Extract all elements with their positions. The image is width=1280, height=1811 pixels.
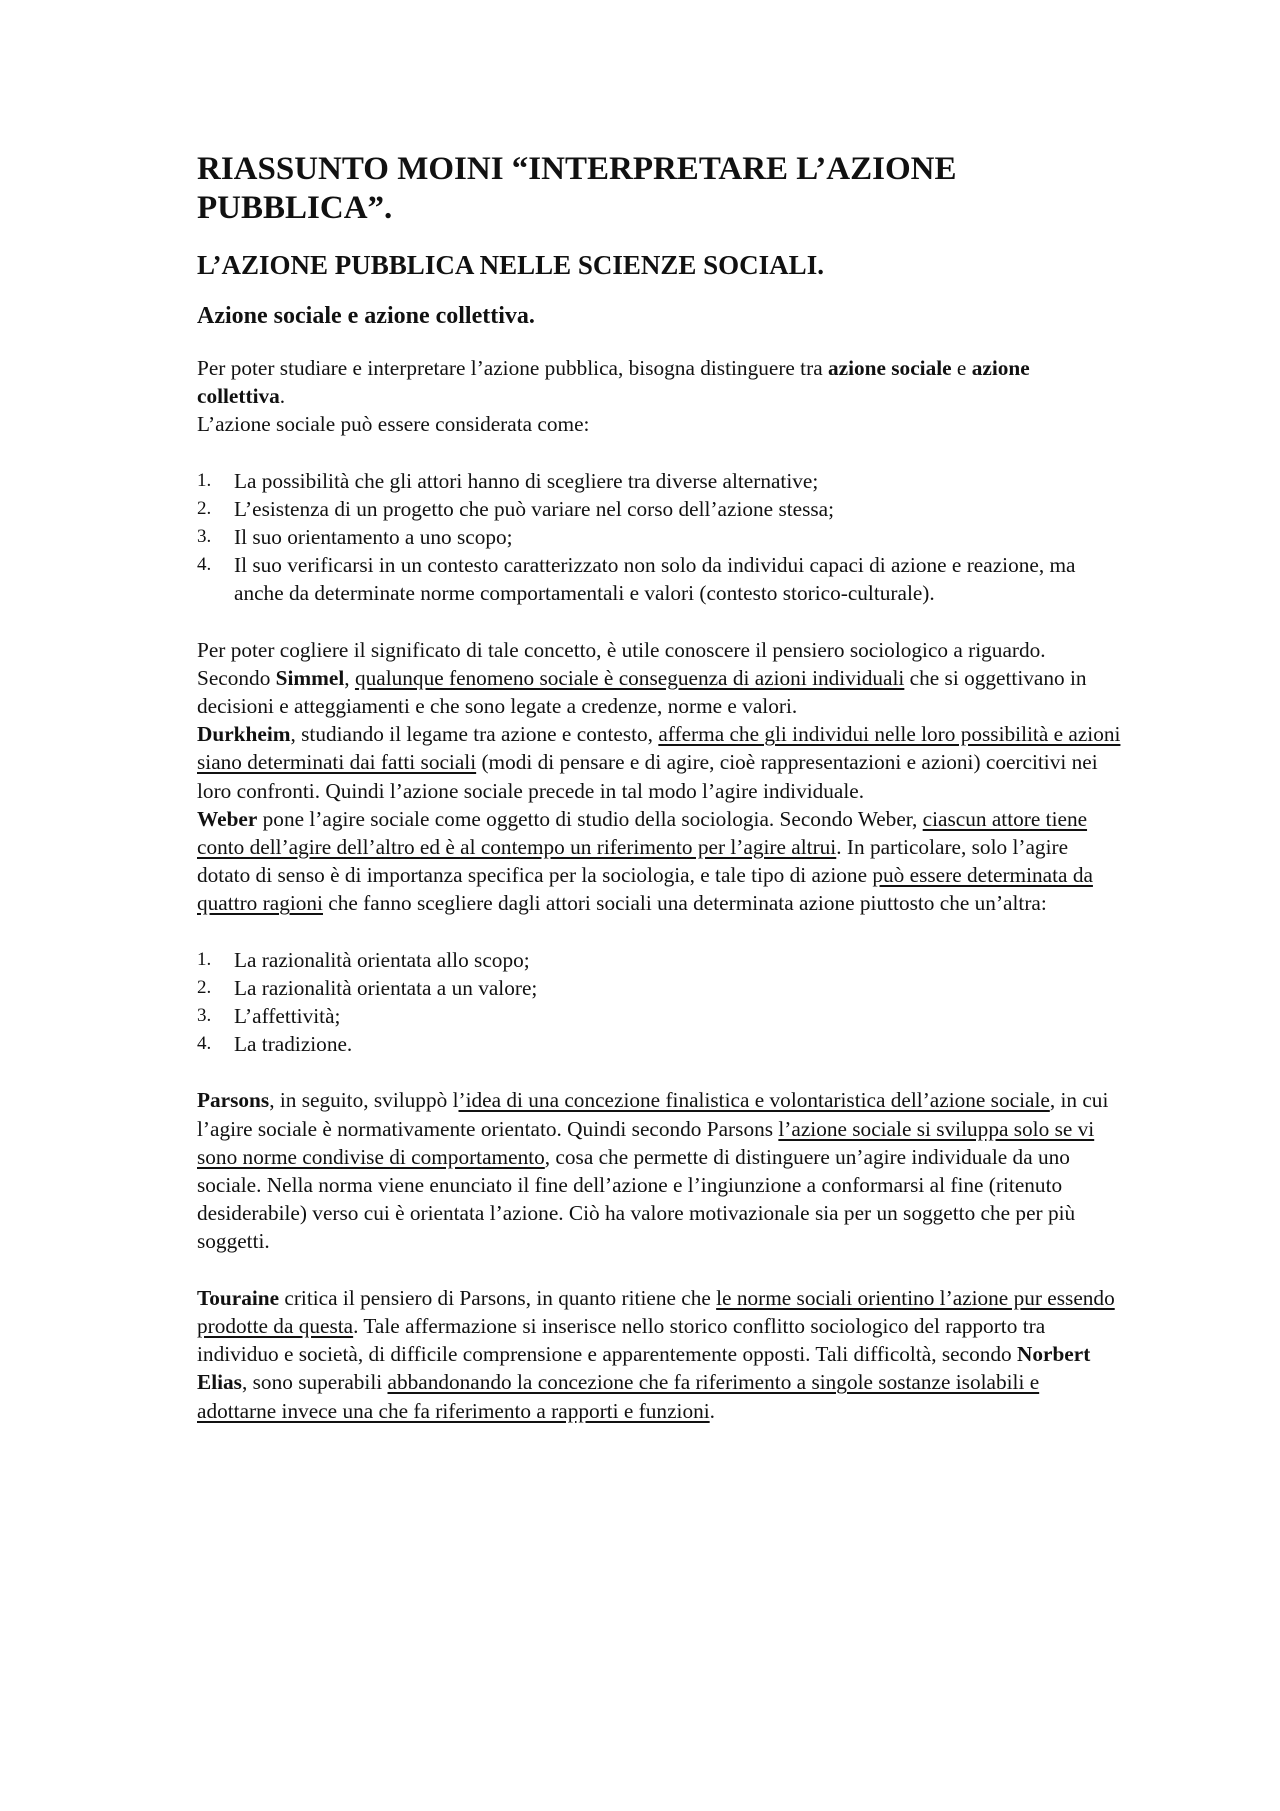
spacer — [197, 918, 1120, 946]
section-title: L’AZIONE PUBBLICA NELLE SCIENZE SOCIALI. — [197, 250, 824, 280]
list-number: 1. — [197, 469, 212, 491]
list-item-text: La razionalità orientata a un valore; — [234, 975, 538, 1000]
list-item — [197, 974, 1122, 1002]
list-item — [197, 1002, 1122, 1030]
bold-term: Simmel — [275, 665, 345, 690]
underlined-text: ciascun attore tiene conto dell’agire dell’altro ed è al contempo un riferimento per l’agire altrui — [197, 806, 1088, 860]
list-number: 3. — [197, 526, 212, 548]
list-item-text: La tradizione. — [234, 1032, 353, 1057]
bold-term: Parsons — [197, 1088, 270, 1113]
bold-term: Norbert Elias — [197, 1342, 1091, 1395]
list-item-text: Il suo orientamento a uno scopo; — [234, 525, 513, 550]
list-item — [197, 495, 1122, 523]
text-run: Per poter cogliere il significato di tale concetto, è utile conoscere il pensiero sociologico a riguardo. Secondo — [197, 637, 1046, 690]
text-run: Per poter studiare e interpretare l’azione pubblica, bisogna distinguere tra — [197, 356, 828, 380]
text-run: , cosa che permette di distinguere un’agire individuale da uno sociale. Nella norma viene enunciato il fine dell’azione e l’ingiunzione a conformarsi al fine (ritenuto desiderabile) verso cui è orientata l’azione. Ciò ha valore motivazionale sia per un soggetto che per più soggetti. — [197, 1144, 1076, 1254]
text-run: critica il pensiero di Parsons, in quanto ritiene che — [279, 1285, 717, 1310]
document-title: RIASSUNTO MOINI “INTERPRETARE L’AZIONE PUBBLICA”. — [197, 151, 957, 226]
subsection-title: Azione sociale e azione collettiva. — [197, 303, 535, 329]
list-number: 4. — [197, 1033, 212, 1055]
list-item-text: La razionalità orientata allo scopo; — [234, 947, 530, 972]
underlined-text: l’azione sociale si sviluppa solo se vi sono norme condivise di comportamento — [197, 1116, 1095, 1169]
list-item — [197, 946, 1122, 974]
bold-term: azione sociale — [827, 356, 952, 380]
underlined-text: qualunque fenomeno sociale è conseguenza di azioni individuali — [354, 665, 905, 690]
spacer — [197, 608, 1120, 636]
bold-term: Durkheim — [197, 722, 291, 747]
list-item — [197, 467, 1122, 495]
text-run: pone l’agire sociale come oggetto di studio della sociologia. Secondo Weber, — [257, 806, 923, 831]
text-run: , in cui l’agire sociale è normativamente orientato. Quindi secondo Parsons — [197, 1088, 1109, 1141]
bold-term: azione collettiva — [197, 356, 1030, 409]
list-number: 2. — [197, 976, 212, 998]
parsons-paragraph — [197, 1086, 1122, 1255]
list-item — [197, 523, 1122, 551]
weber-reasons-list — [197, 946, 1122, 1059]
text-run: . — [709, 1398, 715, 1423]
intro-paragraph — [197, 354, 1122, 439]
list-item-text: La possibilità che gli attori hanno di scegliere tra diverse alternative; — [234, 468, 819, 493]
touraine-paragraph — [197, 1284, 1122, 1425]
text-run: . — [279, 384, 286, 409]
spacer — [197, 1058, 1120, 1086]
list-number: 1. — [197, 948, 212, 970]
weber-paragraph — [197, 805, 1122, 918]
list-number: 3. — [197, 1005, 212, 1027]
underlined-text: le norme sociali orientino l’azione pur essendo prodotte da questa — [197, 1285, 1115, 1338]
list-item-text: L’esistenza di un progetto che può variare nel corso dell’azione stessa; — [234, 496, 835, 521]
text-run: che fanno scegliere dagli attori sociali una determinata azione piuttosto che un’altra: — [322, 891, 1047, 916]
text-run: , studiando il legame tra azione e contesto, — [290, 722, 659, 747]
spacer — [197, 439, 1120, 467]
simmel-paragraph — [197, 636, 1122, 721]
text-run: , sono superabili — [241, 1370, 388, 1395]
list-item — [197, 1030, 1122, 1058]
text-run: . Tale affermazione si inserisce nello storico conflitto sociologico del rapporto tra individuo e società, di difficile comprensione e apparentemente opposti. Tali difficoltà, secondo — [197, 1313, 1046, 1367]
bold-term: Weber — [197, 806, 258, 831]
list-item-text: L’affettività; — [234, 1004, 341, 1029]
bold-term: Touraine — [197, 1285, 280, 1310]
text-run: che si oggettivano in decisioni e atteggiamenti e che sono legate a credenze, norme e valori. — [197, 665, 1087, 719]
durkheim-paragraph — [197, 720, 1122, 805]
underlined-text: abbandonando la concezione che fa riferimento a singole sostanze isolabili e adottarne invece una che fa riferimento a rapporti e funzioni — [197, 1370, 1040, 1423]
text-run: . In particolare, solo l’agire dotato di senso è di importanza specifica per la sociologia, e tale tipo di azione — [197, 835, 1069, 888]
text-run: (modi di pensare e di agire, cioè rappresentazioni e azioni) coercitivi nei loro confronti. Quindi l’azione sociale precede in tal modo l’agire individuale. — [197, 750, 1098, 803]
text-run: e — [951, 356, 972, 380]
text-run: , in seguito, sviluppò l — [269, 1088, 459, 1113]
text-run: L’azione sociale può essere considerata come: — [197, 412, 590, 437]
list-item-text: Il suo verificarsi in un contesto caratterizzato non solo da individui capaci di azione e reazione, ma anche da determinate norme comportamentali e valori (contesto storico-culturale). — [234, 553, 1076, 606]
list-item — [197, 551, 1122, 607]
list-number: 4. — [197, 554, 212, 576]
spacer — [197, 1256, 1120, 1284]
characteristics-list — [197, 467, 1122, 608]
text-run: , — [344, 665, 355, 690]
underlined-text: ’idea di una concezione finalistica e volontaristica dell’azione sociale — [458, 1088, 1050, 1113]
list-number: 2. — [197, 497, 212, 519]
underlined-text: può essere determinata da quattro ragioni — [197, 863, 1093, 916]
underlined-text: afferma che gli individui nelle loro possibilità e azioni siano determinati dai fatti sociali — [197, 722, 1121, 775]
